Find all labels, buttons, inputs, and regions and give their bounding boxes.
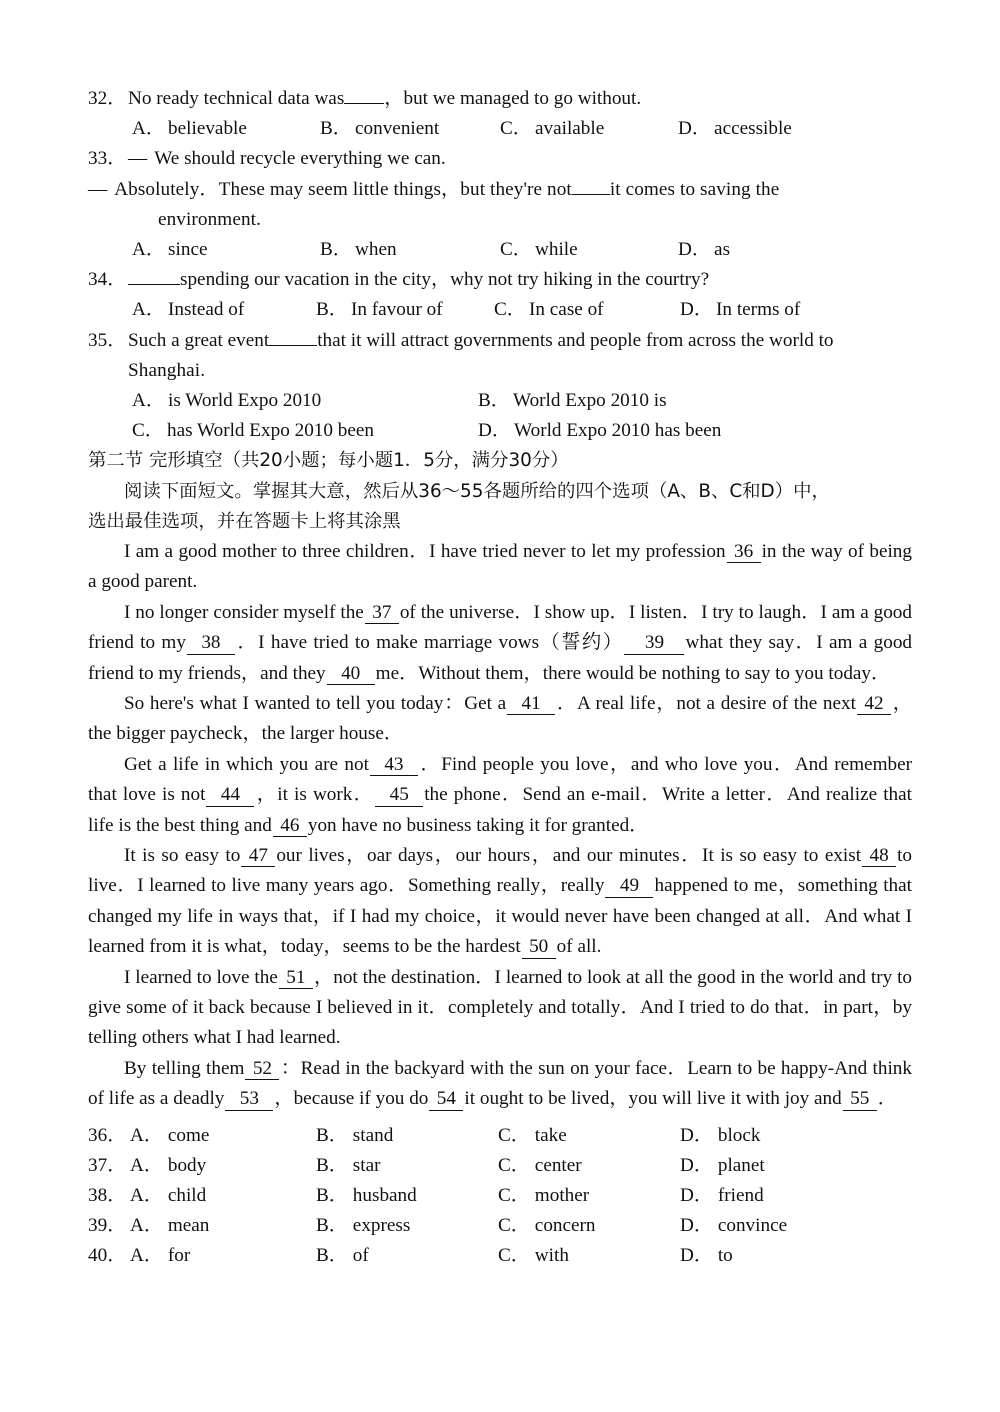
option-text: stand <box>352 1124 394 1146</box>
cloze-blank-48[interactable]: 48 <box>862 846 896 867</box>
option-letter: D． <box>678 118 712 140</box>
option-letter: C． <box>498 1124 530 1146</box>
passage-text: me．Without them，there would be nothing to say to you today． <box>375 662 891 684</box>
cloze-blank-43[interactable]: 43 <box>370 755 418 776</box>
em-dash: — <box>88 178 108 200</box>
passage-paragraph-3 <box>88 689 912 750</box>
option-text: World Expo 2010 has been <box>514 420 722 442</box>
cloze-row-number: 38． <box>88 1185 127 1207</box>
question-32-option-a[interactable] <box>132 114 247 144</box>
cloze-blank-49[interactable]: 49 <box>605 876 653 897</box>
passage-text: of all. <box>556 936 602 958</box>
option-letter: B． <box>316 1215 348 1237</box>
question-35-stem-before: Such a great event <box>128 329 270 351</box>
page-content <box>88 84 912 1272</box>
cloze-36-option-b[interactable] <box>316 1121 393 1151</box>
option-letter: D． <box>680 1154 714 1176</box>
option-letter: C． <box>498 1215 530 1237</box>
question-34-option-a[interactable] <box>132 295 244 325</box>
cloze-blank-52[interactable]: 52 <box>245 1059 279 1080</box>
cloze-blank-47[interactable]: 47 <box>241 846 275 867</box>
option-text: express <box>352 1215 411 1237</box>
question-32-stem <box>88 84 912 114</box>
question-33-blank <box>572 194 610 195</box>
cloze-answer-row-39 <box>88 1211 912 1241</box>
passage-text: ，not the destination．I learned to look at all the good in the world and try to give some of it back because I believed in it．completely and totally．And I tried to do that．in part，by telling others what I had learned. <box>88 966 912 1049</box>
option-letter: B． <box>316 1245 348 1267</box>
question-35-options-row1 <box>88 386 912 416</box>
cloze-39-option-b[interactable] <box>316 1211 410 1241</box>
passage-text: our lives，oar days，our hours，and our minutes．It is so easy to exist <box>276 845 862 867</box>
passage-text: ：Read in the backyard with the sun on your face．Learn to be happy-And think of life as a deadly <box>88 1057 912 1110</box>
option-letter: D． <box>680 1245 714 1267</box>
cloze-blank-45[interactable]: 45 <box>375 785 423 806</box>
question-35-number: 35． <box>88 329 127 351</box>
cloze-39-option-a[interactable] <box>130 1211 209 1241</box>
cloze-37-option-a[interactable] <box>130 1151 206 1181</box>
option-text: block <box>717 1124 761 1146</box>
option-text: convince <box>717 1215 788 1237</box>
option-text: husband <box>352 1185 417 1207</box>
question-32-text <box>128 84 912 114</box>
option-letter: D． <box>678 239 712 260</box>
option-letter: C． <box>498 1185 530 1207</box>
passage-text: I am a good mother to three children．I have tried never to let my profession <box>124 540 726 562</box>
option-text: star <box>352 1154 381 1176</box>
option-letter: C． <box>500 118 532 140</box>
question-35-stem-after: that it will attract governments and people from across the world to <box>317 329 834 351</box>
cloze-38-option-b[interactable] <box>316 1181 417 1211</box>
question-33-line2-before: Absolutely．These may seem little things，but they're not <box>114 178 572 200</box>
cloze-row-number: 36． <box>88 1124 127 1146</box>
question-34-number: 34． <box>88 269 127 291</box>
passage-text: ．Find people you love，and who love you．And remember that love is not <box>88 753 913 806</box>
question-32-stem-after: ，but we managed to go without. <box>384 88 642 109</box>
passage-text: to live．I learned to live many years ago．Something really，really <box>88 845 912 897</box>
question-34-stem <box>88 265 912 295</box>
option-text: has World Expo 2010 been <box>167 420 374 442</box>
question-34-option-d[interactable] <box>680 295 800 325</box>
option-text: Instead of <box>168 299 245 321</box>
passage-text: It is so easy to <box>124 845 241 867</box>
cloze-row-number: 39． <box>88 1215 127 1237</box>
question-33-option-a[interactable] <box>132 235 207 265</box>
option-letter: D． <box>680 1215 714 1237</box>
section-instruction-line1: 阅读下面短文。掌握其大意，然后从36～55各题所给的四个选项（A、B、C和D）中， <box>124 480 830 502</box>
option-letter: C． <box>132 420 164 442</box>
option-letter: A． <box>130 1215 164 1237</box>
option-text: when <box>355 239 397 260</box>
option-letter: A． <box>132 389 166 411</box>
cloze-38-option-d[interactable] <box>680 1181 764 1211</box>
question-35-blank <box>269 345 317 346</box>
passage-text: happened to me，something that changed my life in ways that，if I had my choice，it would never have been changed at all．And what I learned from it is what，today，seems to be the hardest <box>88 875 912 958</box>
question-33-number: 33． <box>88 148 127 170</box>
cloze-blank-51[interactable]: 51 <box>279 968 313 989</box>
passage-text: ，it is work． <box>255 784 375 806</box>
question-33-option-b[interactable] <box>320 235 397 265</box>
question-34-stem-after: spending our vacation in the city，why not try hiking in the courtry? <box>180 269 710 291</box>
option-text: body <box>167 1154 207 1176</box>
option-letter: D． <box>478 420 512 442</box>
cloze-blank-37[interactable]: 37 <box>365 603 399 624</box>
cloze-blank-53[interactable]: 53 <box>225 1089 273 1110</box>
question-33-options <box>88 235 912 265</box>
option-letter: A． <box>130 1245 164 1267</box>
option-letter: B． <box>316 299 348 321</box>
question-35-option-d[interactable] <box>478 416 721 446</box>
question-32-blank <box>344 103 384 104</box>
cloze-row-number: 37． <box>88 1154 127 1176</box>
cloze-answer-row-37 <box>88 1151 912 1181</box>
passage-paragraph-7 <box>88 1054 912 1115</box>
cloze-blank-42[interactable]: 42 <box>857 694 891 715</box>
option-text: while <box>535 239 578 260</box>
option-letter: D． <box>680 1185 714 1207</box>
option-text: mother <box>534 1185 590 1207</box>
em-dash: — <box>128 148 148 170</box>
option-text: with <box>534 1245 569 1267</box>
passage-text: the phone．Send an e-mail．Write a letter．And realize that life is the best thing and <box>88 784 912 836</box>
cloze-blank-36[interactable]: 36 <box>727 542 761 563</box>
option-text: believable <box>168 118 247 140</box>
option-text: for <box>167 1245 191 1267</box>
question-32-number: 32． <box>88 88 127 109</box>
option-text: since <box>168 239 208 260</box>
option-letter: C． <box>498 1245 530 1267</box>
cloze-blank-54[interactable]: 54 <box>429 1089 463 1110</box>
option-text: concern <box>534 1215 596 1237</box>
cloze-blank-40[interactable]: 40 <box>327 664 375 685</box>
question-35-text <box>128 326 912 356</box>
question-34-options <box>88 295 912 325</box>
option-letter: B． <box>316 1124 348 1146</box>
passage-text: I learned to love the <box>124 966 278 988</box>
passage-text: ，because if you do <box>274 1088 429 1110</box>
option-letter: A． <box>132 239 166 260</box>
question-33-line1: We should recycle everything we can. <box>154 148 446 170</box>
option-text: available <box>535 118 605 140</box>
option-text: accessible <box>714 118 792 140</box>
option-letter: C． <box>494 299 526 321</box>
passage-paragraph-5 <box>88 841 912 963</box>
cloze-blank-55[interactable]: 55 <box>843 1089 877 1110</box>
option-letter: C． <box>498 1154 530 1176</box>
option-letter: B． <box>478 389 510 411</box>
option-letter: A． <box>132 299 166 321</box>
option-letter: A． <box>130 1185 164 1207</box>
cloze-answer-row-36 <box>88 1121 912 1151</box>
cloze-blank-38[interactable]: 38 <box>187 633 235 654</box>
passage-text: of the universe．I show up．I listen．I try to laugh．I am a good friend to my <box>88 601 912 654</box>
passage-text: ． <box>877 1088 897 1110</box>
question-33-line2-after: it comes to saving the <box>609 178 780 200</box>
question-33-line3: environment. <box>158 208 261 230</box>
question-34-option-c[interactable] <box>494 295 604 325</box>
passage-text: ，the bigger paycheck，the larger house． <box>88 693 912 745</box>
cloze-blank-39[interactable]: 39 <box>624 633 684 654</box>
option-text: to <box>717 1245 733 1267</box>
option-text: is World Expo 2010 <box>168 389 322 411</box>
passage-text: in the way of being a good parent. <box>88 540 912 593</box>
question-33-option-c[interactable] <box>500 235 578 265</box>
option-text: mean <box>167 1215 210 1237</box>
option-letter: B． <box>320 118 352 140</box>
cloze-blank-44[interactable]: 44 <box>206 785 254 806</box>
question-32-option-d[interactable] <box>678 114 792 144</box>
question-35-stem <box>88 326 912 356</box>
option-text: In terms of <box>716 299 801 321</box>
option-text: planet <box>717 1154 765 1176</box>
option-text: convenient <box>355 118 440 140</box>
question-33-stem <box>88 144 912 174</box>
cloze-answer-row-38 <box>88 1181 912 1211</box>
option-text: In case of <box>529 299 604 321</box>
cloze-36-option-a[interactable] <box>130 1121 209 1151</box>
option-text: come <box>167 1124 210 1146</box>
passage-text: what they say．I am a good friend to my friends，and they <box>88 632 913 684</box>
passage-text: I no longer consider myself the <box>124 601 364 623</box>
section-heading: 第二节 完形填空（共20小题；每小题1．5分，满分30分） <box>88 450 569 472</box>
question-32-stem-before: No ready technical data was <box>128 88 345 109</box>
option-text: child <box>167 1185 207 1207</box>
cloze-40-option-d[interactable] <box>680 1241 733 1271</box>
option-letter: B． <box>316 1185 348 1207</box>
question-33-text <box>128 144 912 174</box>
cloze-answer-row-40 <box>88 1241 912 1271</box>
cloze-36-option-d[interactable] <box>680 1121 760 1151</box>
question-34-blank <box>128 284 180 285</box>
option-text: of <box>352 1245 369 1267</box>
option-letter: A． <box>130 1154 164 1176</box>
passage-paragraph-2 <box>88 598 912 689</box>
cloze-40-option-a[interactable] <box>130 1241 190 1271</box>
option-text: In favour of <box>351 299 443 321</box>
question-33-line2 <box>88 175 912 205</box>
question-35-options-row2 <box>88 416 912 446</box>
passage-paragraph-1 <box>88 537 912 598</box>
passage-text: ．I have tried to make marriage vows（誓约） <box>235 632 624 654</box>
cloze-blank-50[interactable]: 50 <box>522 937 556 958</box>
question-34-text <box>128 265 912 295</box>
option-text: take <box>534 1124 567 1146</box>
question-35-option-a[interactable] <box>132 386 321 416</box>
option-letter: B． <box>320 239 352 260</box>
cloze-row-number: 40． <box>88 1245 127 1267</box>
passage-text: yon have no business taking it for granted． <box>307 814 649 836</box>
cloze-37-option-c[interactable] <box>498 1151 582 1181</box>
cloze-40-option-b[interactable] <box>316 1241 369 1271</box>
cloze-39-option-d[interactable] <box>680 1211 787 1241</box>
passage-text: it ought to be lived，you will live it with joy and <box>464 1088 842 1110</box>
option-text: as <box>714 239 731 260</box>
cloze-40-option-c[interactable] <box>498 1241 569 1271</box>
section-instruction-line2: 选出最佳选项，并在答题卡上将其涂黑 <box>88 510 401 532</box>
option-letter: C． <box>500 239 532 260</box>
passage-paragraph-4 <box>88 750 912 841</box>
option-letter: A． <box>132 118 166 140</box>
option-letter: B． <box>316 1154 348 1176</box>
question-32-option-c[interactable] <box>500 114 604 144</box>
question-34-option-b[interactable] <box>316 295 443 325</box>
question-32-options <box>88 114 912 144</box>
question-35-line2: Shanghai. <box>128 359 206 381</box>
option-letter: A． <box>130 1124 164 1146</box>
cloze-blank-41[interactable]: 41 <box>507 694 555 715</box>
passage-text: By telling them <box>124 1057 245 1079</box>
option-text: friend <box>717 1185 764 1207</box>
question-35-option-b[interactable] <box>478 386 667 416</box>
cloze-37-option-b[interactable] <box>316 1151 381 1181</box>
cloze-36-option-c[interactable] <box>498 1121 567 1151</box>
question-35-option-c[interactable] <box>132 416 374 446</box>
passage-text: ．A real life，not a desire of the next <box>556 693 856 714</box>
cloze-38-option-a[interactable] <box>130 1181 206 1211</box>
option-text: World Expo 2010 is <box>513 389 667 411</box>
cloze-38-option-c[interactable] <box>498 1181 589 1211</box>
cloze-37-option-d[interactable] <box>680 1151 765 1181</box>
option-letter: D． <box>680 1124 714 1146</box>
passage-paragraph-6 <box>88 963 912 1054</box>
option-text: center <box>534 1154 582 1176</box>
question-33-option-d[interactable] <box>678 235 730 265</box>
cloze-39-option-c[interactable] <box>498 1211 596 1241</box>
passage-text: Get a life in which you are not <box>124 753 369 775</box>
passage-text: So here's what I wanted to tell you today：Get a <box>124 693 507 714</box>
option-letter: D． <box>680 299 714 321</box>
question-32-option-b[interactable] <box>320 114 439 144</box>
cloze-blank-46[interactable]: 46 <box>273 816 307 837</box>
